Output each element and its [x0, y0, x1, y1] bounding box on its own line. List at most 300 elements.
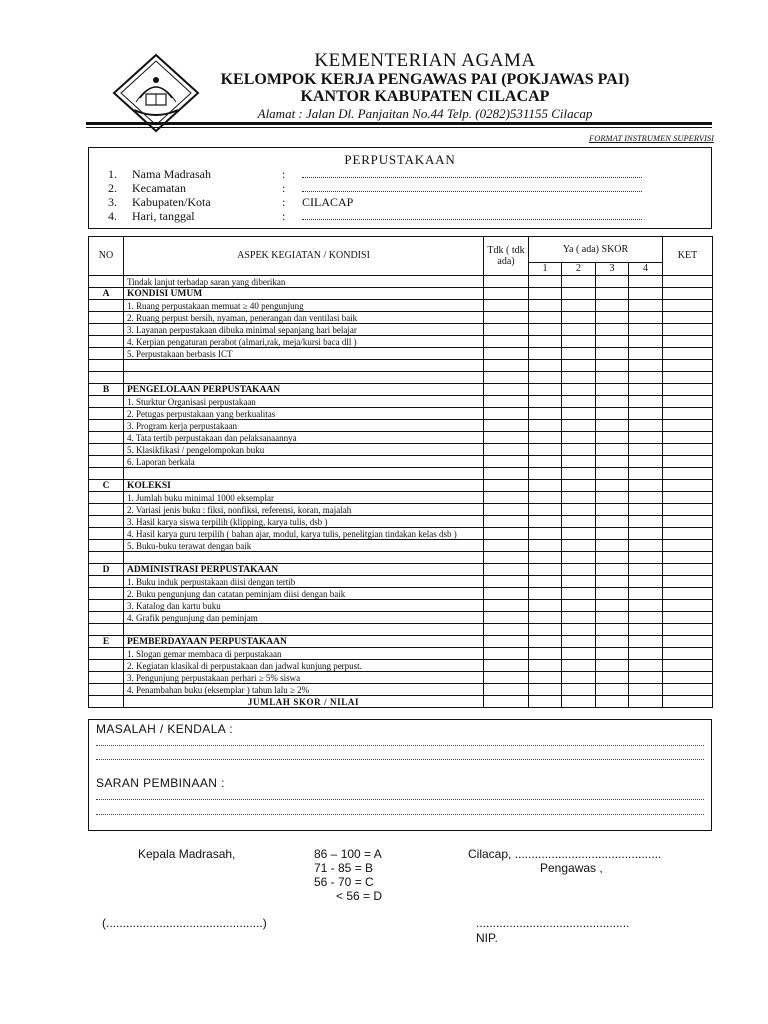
not-present-cell[interactable]: [484, 396, 529, 408]
principal-name-field[interactable]: (...............................................): [102, 916, 267, 930]
score-4-cell[interactable]: [629, 420, 663, 432]
score-3-cell[interactable]: [596, 588, 629, 600]
score-4-cell[interactable]: [629, 444, 663, 456]
total-remarks-cell[interactable]: [663, 696, 713, 708]
score-4-cell[interactable]: [629, 480, 663, 492]
score-2-cell[interactable]: [562, 492, 596, 504]
score-2-cell[interactable]: [562, 300, 596, 312]
score-3-cell[interactable]: [596, 612, 629, 624]
remarks-cell[interactable]: [663, 324, 713, 336]
aspect-item: [124, 552, 484, 564]
score-2-cell[interactable]: [562, 312, 596, 324]
remarks-cell[interactable]: [663, 348, 713, 360]
table-row: [89, 660, 713, 672]
table-row: [89, 600, 713, 612]
not-present-cell[interactable]: [484, 300, 529, 312]
score-1-cell[interactable]: [529, 684, 562, 696]
score-2-cell[interactable]: [562, 672, 596, 684]
score-2-cell[interactable]: [562, 444, 596, 456]
place-date: Cilacap, ............................................: [468, 847, 662, 861]
score-3-cell[interactable]: [596, 444, 629, 456]
not-present-cell[interactable]: [484, 384, 529, 396]
score-4-cell[interactable]: [629, 372, 663, 384]
score-4-cell[interactable]: [629, 648, 663, 660]
score-1-cell[interactable]: [529, 372, 562, 384]
remarks-cell[interactable]: [663, 504, 713, 516]
score-2-cell[interactable]: [562, 600, 596, 612]
score-3-cell[interactable]: [596, 432, 629, 444]
remarks-cell[interactable]: [663, 360, 713, 372]
table-row: [89, 684, 713, 696]
total-label: JUMLAH SKOR / NILAI: [124, 696, 484, 708]
score-3-cell[interactable]: [596, 456, 629, 468]
aspect-item: 5. Klasikfikasi / pengelompokan buku: [124, 444, 484, 456]
score-4-cell[interactable]: [629, 336, 663, 348]
score-4-cell[interactable]: [629, 588, 663, 600]
item-code: [89, 336, 124, 348]
remarks-cell[interactable]: [663, 636, 713, 648]
score-1-cell[interactable]: [529, 348, 562, 360]
item-code: [89, 684, 124, 696]
score-4-cell[interactable]: [629, 576, 663, 588]
score-1-cell[interactable]: [529, 408, 562, 420]
item-code: [89, 276, 124, 288]
score-2-cell[interactable]: [562, 324, 596, 336]
item-code: [89, 432, 124, 444]
remarks-cell[interactable]: [663, 276, 713, 288]
score-2-cell[interactable]: [562, 636, 596, 648]
section-title: PENGELOLAAN PERPUSTAKAAN: [124, 384, 484, 396]
remarks-cell[interactable]: [663, 480, 713, 492]
score-1-cell[interactable]: [529, 624, 562, 636]
score-2-cell[interactable]: [562, 372, 596, 384]
aspect-item: 2. Buku pengunjung dan catatan peminjam diisi dengan baik: [124, 588, 484, 600]
not-present-cell[interactable]: [484, 588, 529, 600]
score-1-cell[interactable]: [529, 672, 562, 684]
score-3-cell[interactable]: [596, 480, 629, 492]
score-4-cell[interactable]: [629, 324, 663, 336]
problems-line[interactable]: [96, 758, 704, 760]
item-code: [89, 420, 124, 432]
score-1-cell[interactable]: [529, 420, 562, 432]
score-3-cell[interactable]: [596, 648, 629, 660]
score-1-cell[interactable]: [529, 648, 562, 660]
score-1-cell[interactable]: [529, 528, 562, 540]
score-4-cell[interactable]: [629, 672, 663, 684]
score-4-cell[interactable]: [629, 492, 663, 504]
score-3-cell[interactable]: [596, 372, 629, 384]
score-1-cell[interactable]: [529, 516, 562, 528]
score-1-cell[interactable]: [529, 576, 562, 588]
not-present-cell[interactable]: [484, 348, 529, 360]
item-code: [89, 456, 124, 468]
score-2-cell[interactable]: [562, 288, 596, 300]
remarks-cell[interactable]: [663, 576, 713, 588]
score-1-cell[interactable]: [529, 396, 562, 408]
item-code: C: [89, 480, 124, 492]
item-code: [89, 444, 124, 456]
not-present-cell[interactable]: [484, 672, 529, 684]
advice-line[interactable]: [96, 813, 704, 815]
score-4-cell[interactable]: [629, 276, 663, 288]
total-score-1-cell[interactable]: [529, 696, 562, 708]
not-present-cell[interactable]: [484, 276, 529, 288]
score-2-cell[interactable]: [562, 684, 596, 696]
score-3-cell[interactable]: [596, 528, 629, 540]
score-4-cell[interactable]: [629, 552, 663, 564]
score-3-cell[interactable]: [596, 624, 629, 636]
not-present-cell[interactable]: [484, 360, 529, 372]
grade-scale: [314, 847, 382, 903]
score-2-cell[interactable]: [562, 660, 596, 672]
not-present-cell[interactable]: [484, 552, 529, 564]
remarks-cell[interactable]: [663, 624, 713, 636]
table-row: [89, 276, 713, 288]
supervisor-name-field[interactable]: ..............................................: [476, 916, 630, 930]
total-not-present-cell[interactable]: [484, 696, 529, 708]
score-4-cell[interactable]: [629, 564, 663, 576]
aspect-item: 5. Buku-buku terawat dengan baik: [124, 540, 484, 552]
grade-row: < 56 = D: [336, 889, 383, 903]
score-3-cell[interactable]: [596, 348, 629, 360]
identity-row: [108, 182, 642, 195]
item-code: [89, 360, 124, 372]
not-present-cell[interactable]: [484, 624, 529, 636]
grade-row: 86 – 100 = A: [314, 847, 382, 861]
section-title: ADMINISTRASI PERPUSTAKAAN: [124, 564, 484, 576]
score-3-cell[interactable]: [596, 420, 629, 432]
table-row: [89, 408, 713, 420]
score-1-cell[interactable]: [529, 540, 562, 552]
total-score-3-cell[interactable]: [596, 696, 629, 708]
remarks-cell[interactable]: [663, 312, 713, 324]
not-present-cell[interactable]: [484, 504, 529, 516]
score-3-cell[interactable]: [596, 408, 629, 420]
not-present-cell[interactable]: [484, 456, 529, 468]
score-4-cell[interactable]: [629, 432, 663, 444]
score-1-cell[interactable]: [529, 456, 562, 468]
item-code: A: [89, 288, 124, 300]
score-2-cell[interactable]: [562, 456, 596, 468]
score-4-cell[interactable]: [629, 312, 663, 324]
remarks-cell[interactable]: [663, 600, 713, 612]
identity-label: Kecamatan: [132, 181, 186, 195]
item-code: [89, 396, 124, 408]
remarks-cell[interactable]: [663, 648, 713, 660]
score-4-cell[interactable]: [629, 348, 663, 360]
score-1-cell[interactable]: [529, 288, 562, 300]
identity-label: Kabupaten/Kota: [132, 195, 211, 209]
score-2-cell[interactable]: [562, 396, 596, 408]
score-1-cell[interactable]: [529, 300, 562, 312]
item-code: B: [89, 384, 124, 396]
score-3-cell[interactable]: [596, 516, 629, 528]
score-2-cell[interactable]: [562, 564, 596, 576]
header-ministry: KEMENTERIAN AGAMA: [314, 50, 536, 71]
not-present-cell[interactable]: [484, 420, 529, 432]
score-4-cell[interactable]: [629, 600, 663, 612]
header-aspect: ASPEK KEGIATAN / KONDISI: [124, 237, 484, 276]
advice-line[interactable]: [96, 798, 704, 800]
blank-row: [89, 468, 713, 480]
problems-line[interactable]: [96, 744, 704, 746]
score-header: 3: [596, 263, 629, 276]
score-3-cell[interactable]: [596, 576, 629, 588]
score-4-cell[interactable]: [629, 624, 663, 636]
score-4-cell[interactable]: [629, 516, 663, 528]
score-1-cell[interactable]: [529, 336, 562, 348]
section-row: [89, 480, 713, 492]
remarks-cell[interactable]: [663, 432, 713, 444]
score-2-cell[interactable]: [562, 480, 596, 492]
date-field[interactable]: [302, 210, 642, 220]
remarks-cell[interactable]: [663, 552, 713, 564]
blank-row: [89, 624, 713, 636]
score-1-cell[interactable]: [529, 384, 562, 396]
score-3-cell[interactable]: [596, 564, 629, 576]
aspect-item: Tindak lanjut terhadap saran yang diberikan: [124, 276, 484, 288]
not-present-cell[interactable]: [484, 288, 529, 300]
table-row: [89, 444, 713, 456]
aspect-item: 6. Laporan berkala: [124, 456, 484, 468]
remarks-cell[interactable]: [663, 588, 713, 600]
item-code: [89, 348, 124, 360]
not-present-cell[interactable]: [484, 612, 529, 624]
not-present-cell[interactable]: [484, 576, 529, 588]
score-3-cell[interactable]: [596, 540, 629, 552]
remarks-cell[interactable]: [663, 408, 713, 420]
score-2-cell[interactable]: [562, 540, 596, 552]
remarks-cell[interactable]: [663, 492, 713, 504]
score-3-cell[interactable]: [596, 600, 629, 612]
score-3-cell[interactable]: [596, 636, 629, 648]
not-present-cell[interactable]: [484, 408, 529, 420]
score-3-cell[interactable]: [596, 312, 629, 324]
score-1-cell[interactable]: [529, 432, 562, 444]
score-3-cell[interactable]: [596, 660, 629, 672]
header-rule-thin: [86, 127, 712, 128]
score-2-cell[interactable]: [562, 648, 596, 660]
not-present-cell[interactable]: [484, 324, 529, 336]
score-2-cell[interactable]: [562, 624, 596, 636]
remarks-cell[interactable]: [663, 336, 713, 348]
score-2-cell[interactable]: [562, 336, 596, 348]
not-present-cell[interactable]: [484, 564, 529, 576]
section-row: [89, 636, 713, 648]
score-2-cell[interactable]: [562, 468, 596, 480]
item-code: E: [89, 636, 124, 648]
score-2-cell[interactable]: [562, 516, 596, 528]
score-1-cell[interactable]: [529, 324, 562, 336]
aspect-item: 1. Buku induk perpustakaan diisi dengan tertib: [124, 576, 484, 588]
identity-label: Nama Madrasah: [132, 167, 211, 181]
score-3-cell[interactable]: [596, 552, 629, 564]
not-present-cell[interactable]: [484, 372, 529, 384]
not-present-cell[interactable]: [484, 636, 529, 648]
score-1-cell[interactable]: [529, 360, 562, 372]
identity-row: [108, 196, 353, 209]
table-row: [89, 576, 713, 588]
table-row: [89, 492, 713, 504]
item-code: [89, 576, 124, 588]
table-row: [89, 612, 713, 624]
score-3-cell[interactable]: [596, 468, 629, 480]
score-4-cell[interactable]: [629, 468, 663, 480]
score-2-cell[interactable]: [562, 612, 596, 624]
score-1-cell[interactable]: [529, 492, 562, 504]
advice-label: SARAN PEMBINAAN :: [96, 776, 225, 790]
remarks-cell[interactable]: [663, 660, 713, 672]
score-3-cell[interactable]: [596, 684, 629, 696]
score-4-cell[interactable]: [629, 288, 663, 300]
district-field[interactable]: [302, 182, 642, 192]
score-4-cell[interactable]: [629, 360, 663, 372]
madrasah-name-field[interactable]: [302, 168, 642, 178]
not-present-cell[interactable]: [484, 444, 529, 456]
not-present-cell[interactable]: [484, 540, 529, 552]
remarks-cell[interactable]: [663, 444, 713, 456]
score-3-cell[interactable]: [596, 384, 629, 396]
item-code: [89, 660, 124, 672]
section-row: [89, 288, 713, 300]
score-2-cell[interactable]: [562, 348, 596, 360]
score-1-cell[interactable]: [529, 504, 562, 516]
remarks-cell[interactable]: [663, 300, 713, 312]
aspect-item: 2. Kegiatan klasikal di perpustakaan dan jadwal kunjung perpust.: [124, 660, 484, 672]
item-code: [89, 600, 124, 612]
score-3-cell[interactable]: [596, 324, 629, 336]
total-score-2-cell[interactable]: [562, 696, 596, 708]
not-present-cell[interactable]: [484, 660, 529, 672]
score-2-cell[interactable]: [562, 360, 596, 372]
not-present-cell[interactable]: [484, 480, 529, 492]
not-present-cell[interactable]: [484, 528, 529, 540]
form-title: PERPUSTAKAAN: [344, 152, 456, 167]
score-1-cell[interactable]: [529, 276, 562, 288]
blank-row: [89, 360, 713, 372]
score-1-cell[interactable]: [529, 444, 562, 456]
remarks-cell[interactable]: [663, 456, 713, 468]
score-1-cell[interactable]: [529, 552, 562, 564]
total-score-4-cell[interactable]: [629, 696, 663, 708]
remarks-cell[interactable]: [663, 420, 713, 432]
not-present-cell[interactable]: [484, 336, 529, 348]
section-row: [89, 384, 713, 396]
score-4-cell[interactable]: [629, 660, 663, 672]
remarks-cell[interactable]: [663, 684, 713, 696]
blank-row: [89, 372, 713, 384]
remarks-cell[interactable]: [663, 396, 713, 408]
regency-value: CILACAP: [302, 195, 354, 209]
score-1-cell[interactable]: [529, 312, 562, 324]
score-2-cell[interactable]: [562, 528, 596, 540]
total-row: [89, 696, 713, 708]
remarks-cell[interactable]: [663, 540, 713, 552]
score-4-cell[interactable]: [629, 456, 663, 468]
remarks-cell[interactable]: [663, 468, 713, 480]
header-not-present: Tdk ( tdk ada): [484, 237, 529, 276]
score-3-cell[interactable]: [596, 672, 629, 684]
remarks-cell[interactable]: [663, 384, 713, 396]
score-2-cell[interactable]: [562, 408, 596, 420]
total-code: [89, 696, 124, 708]
score-4-cell[interactable]: [629, 408, 663, 420]
score-1-cell[interactable]: [529, 600, 562, 612]
score-2-cell[interactable]: [562, 576, 596, 588]
header-present-score: Ya ( ada) SKOR: [529, 237, 663, 263]
aspect-item: [124, 360, 484, 372]
score-1-cell[interactable]: [529, 480, 562, 492]
score-2-cell[interactable]: [562, 420, 596, 432]
remarks-cell[interactable]: [663, 612, 713, 624]
score-1-cell[interactable]: [529, 660, 562, 672]
remarks-cell[interactable]: [663, 564, 713, 576]
score-1-cell[interactable]: [529, 612, 562, 624]
table-row: [89, 420, 713, 432]
table-row: [89, 672, 713, 684]
remarks-cell[interactable]: [663, 672, 713, 684]
score-4-cell[interactable]: [629, 540, 663, 552]
not-present-cell[interactable]: [484, 600, 529, 612]
principal-title: Kepala Madrasah,: [138, 847, 236, 861]
score-3-cell[interactable]: [596, 492, 629, 504]
score-3-cell[interactable]: [596, 504, 629, 516]
score-3-cell[interactable]: [596, 336, 629, 348]
score-1-cell[interactable]: [529, 588, 562, 600]
remarks-cell[interactable]: [663, 288, 713, 300]
score-4-cell[interactable]: [629, 636, 663, 648]
not-present-cell[interactable]: [484, 516, 529, 528]
item-code: [89, 612, 124, 624]
remarks-cell[interactable]: [663, 372, 713, 384]
score-4-cell[interactable]: [629, 504, 663, 516]
score-2-cell[interactable]: [562, 588, 596, 600]
remarks-cell[interactable]: [663, 528, 713, 540]
score-3-cell[interactable]: [596, 360, 629, 372]
not-present-cell[interactable]: [484, 648, 529, 660]
item-code: [89, 624, 124, 636]
remarks-cell[interactable]: [663, 516, 713, 528]
not-present-cell[interactable]: [484, 432, 529, 444]
score-4-cell[interactable]: [629, 684, 663, 696]
score-3-cell[interactable]: [596, 300, 629, 312]
score-3-cell[interactable]: [596, 288, 629, 300]
identity-colon: :: [282, 195, 286, 209]
not-present-cell[interactable]: [484, 492, 529, 504]
not-present-cell[interactable]: [484, 312, 529, 324]
score-3-cell[interactable]: [596, 396, 629, 408]
score-4-cell[interactable]: [629, 300, 663, 312]
score-4-cell[interactable]: [629, 612, 663, 624]
score-3-cell[interactable]: [596, 276, 629, 288]
score-2-cell[interactable]: [562, 276, 596, 288]
identity-colon: :: [282, 181, 286, 195]
score-4-cell[interactable]: [629, 396, 663, 408]
score-2-cell[interactable]: [562, 432, 596, 444]
score-2-cell[interactable]: [562, 504, 596, 516]
score-1-cell[interactable]: [529, 468, 562, 480]
score-4-cell[interactable]: [629, 384, 663, 396]
table-row: [89, 312, 713, 324]
score-2-cell[interactable]: [562, 552, 596, 564]
score-1-cell[interactable]: [529, 564, 562, 576]
not-present-cell[interactable]: [484, 684, 529, 696]
not-present-cell[interactable]: [484, 468, 529, 480]
score-2-cell[interactable]: [562, 384, 596, 396]
score-4-cell[interactable]: [629, 528, 663, 540]
item-code: [89, 504, 124, 516]
score-1-cell[interactable]: [529, 636, 562, 648]
